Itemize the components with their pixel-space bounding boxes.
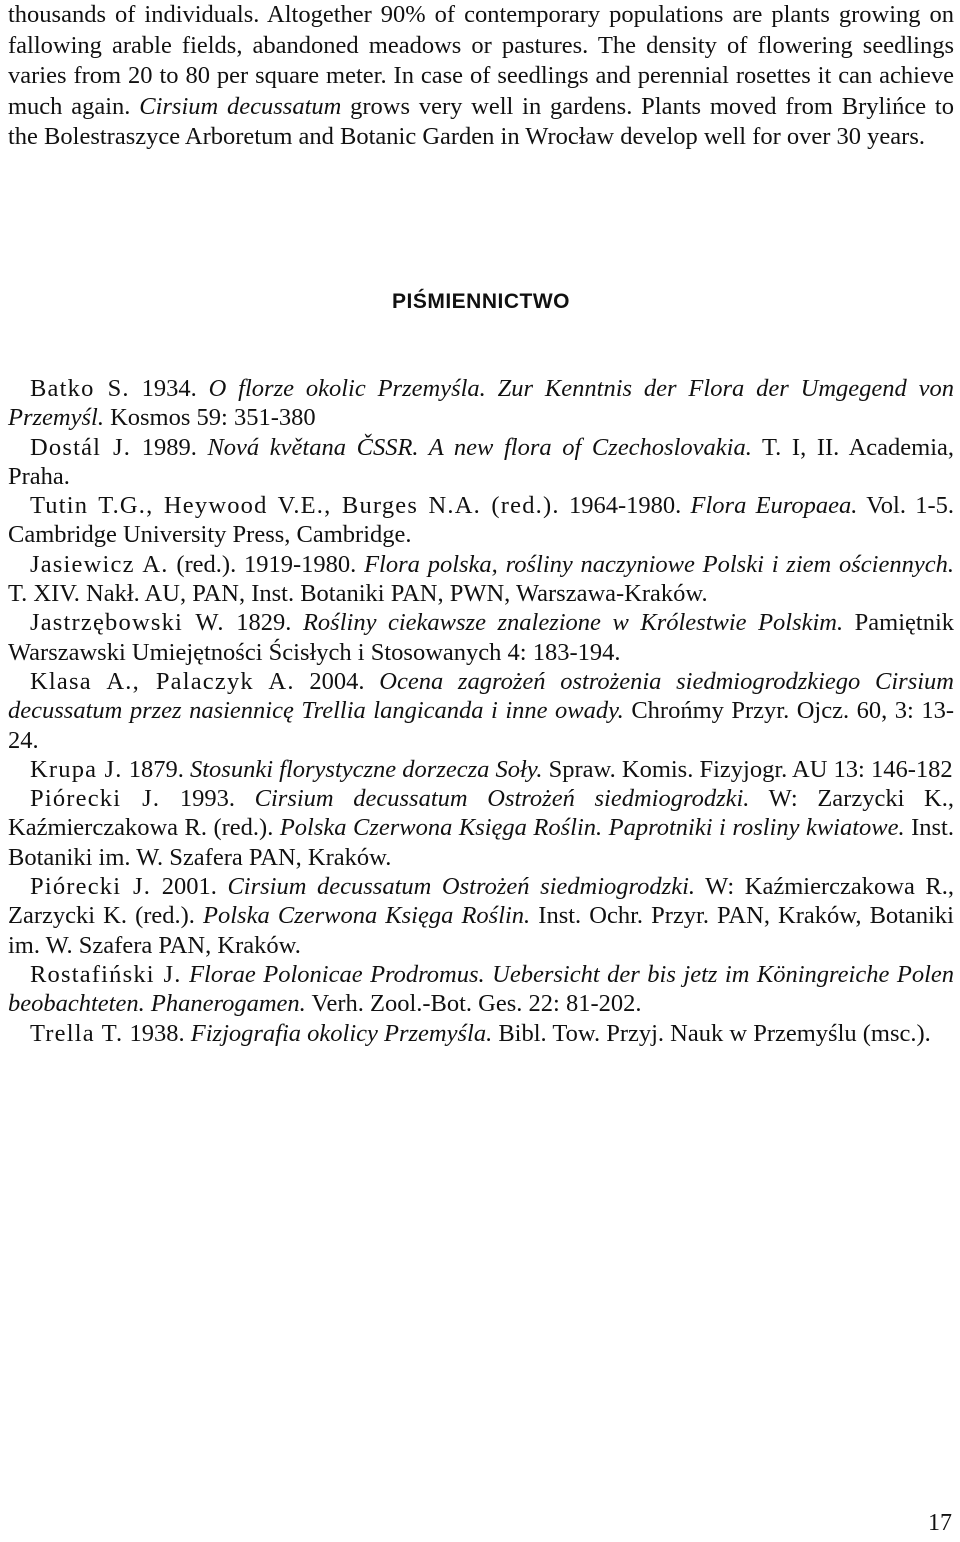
text-segment: W: Kaźmierczakowa R., Zarzycki K. (red.).: [8, 873, 955, 930]
document-page: [8, 0, 955, 1047]
reference-entry: [8, 1019, 954, 1048]
page-number: 17: [928, 1510, 952, 1536]
reference-entry: [8, 433, 954, 492]
text-segment: Kosmos 59: 351-380: [103, 404, 316, 432]
italic-title: Fizjografia okolicy Przemyśla.: [190, 1019, 493, 1047]
text-segment: 1934.: [129, 375, 209, 402]
text-segment: T. I, II. Academia, Praha.: [8, 433, 954, 490]
reference-author: Klasa A., Palaczyk A.: [30, 667, 295, 695]
reference-author: Piórecki J.: [30, 873, 152, 901]
text-segment: Verh. Zool.-Bot. Ges. 22: 81-202.: [305, 990, 642, 1018]
reference-entry: [8, 755, 954, 784]
reference-entry: [8, 550, 954, 609]
text-segment: [182, 961, 190, 988]
reference-author: Jasiewicz A.: [30, 550, 169, 578]
text-segment: 2004.: [294, 667, 380, 695]
text-segment: grows very well in gardens. Plants moved from Brylińce to the Bolestraszyce Arboretum and Botanic Garden in Wrocław develop well for over 30 years.: [8, 92, 954, 150]
italic-title: Flora Europaea.: [690, 492, 858, 520]
reference-author: Rostafiński J.: [30, 960, 182, 988]
italic-title: Cirsium decussatum: [139, 92, 342, 120]
reference-author: Jastrzębowski W.: [30, 609, 225, 637]
reference-entry: [8, 872, 954, 960]
intro-paragraph: [8, 0, 954, 153]
reference-entry: [8, 960, 954, 1019]
text-segment: 1993.: [160, 785, 255, 813]
italic-title: Polska Czerwona Księga Roślin.: [203, 902, 531, 930]
reference-author: Dostál J.: [30, 433, 132, 461]
text-segment: Pamiętnik Warszawski Umiejętności Ścisłych i Stosowanych 4: 183-194.: [8, 609, 955, 666]
text-segment: T. XIV. Nakł. AU, PAN, Inst. Botaniki PAN, PWN, Warszawa-Kraków.: [8, 580, 708, 608]
italic-title: Nová květana ČSSR. A new flora of Czechoslovakia.: [207, 433, 752, 461]
italic-title: Cirsium decussatum Ostrożeń siedmiogrodzki.: [254, 785, 750, 813]
text-segment: W: Zarzycki K., Kaźmierczakowa R. (red.).: [8, 785, 954, 842]
text-segment: 1989.: [131, 433, 208, 461]
reference-author: Piórecki J.: [30, 785, 161, 813]
reference-list: [8, 374, 954, 1048]
text-segment: Bibl. Tow. Przyj. Nauk w Przemyślu (msc.).: [492, 1019, 931, 1047]
reference-entry: [8, 374, 954, 433]
text-segment: 1829.: [224, 609, 303, 637]
reference-author: Trella T.: [30, 1019, 124, 1047]
section-heading: PIŚMIENNICTWO: [392, 290, 570, 313]
reference-author: Batko S.: [30, 375, 130, 402]
italic-title: Rośliny ciekawsze znalezione w Królestwie Polskim.: [302, 609, 844, 637]
text-segment: thousands of individuals. Altogether 90% of contemporary populations are plants growing on fallowing arable fields, abandoned meadows or pastures. The density of flowering seedlings varies from 20 to 80 per square meter. In case of seedlings and perennial rosettes it can achieve much again.: [8, 1, 954, 120]
text-segment: 2001.: [151, 873, 228, 901]
italic-title: Stosunki florystyczne dorzecza Soły.: [190, 755, 543, 783]
text-segment: 1938.: [123, 1019, 191, 1047]
reference-entry: [8, 491, 954, 550]
text-segment: Inst. Ochr. Przyr. PAN, Kraków, Botaniki im. W. Szafera PAN, Kraków.: [8, 902, 954, 959]
text-segment: Inst. Botaniki im. W. Szafera PAN, Kraków.: [8, 814, 954, 871]
italic-title: Florae Polonicae Prodromus. Uebersicht der bis jetz im Köningreiche Polen beobachteten. Phanerogamen.: [8, 960, 955, 1018]
reference-author: Tutin T.G., Heywood V.E., Burges N.A. (red.).: [30, 492, 560, 520]
reference-entry: [8, 784, 954, 872]
italic-title: O florze okolic Przemyśla. Zur Kenntnis der Flora der Umgegend von Przemyśl.: [8, 375, 955, 432]
reference-entry: [8, 608, 954, 667]
text-segment: 1964-1980.: [559, 492, 691, 520]
text-segment: Chrońmy Przyr. Ojcz. 60, 3: 13-24.: [8, 697, 954, 754]
reference-entry: [8, 667, 954, 755]
italic-title: Flora polska, rośliny naczyniowe Polski i ziem ościennych.: [364, 550, 954, 578]
text-segment: (red.). 1919-1980.: [168, 550, 365, 578]
text-segment: Vol. 1-5. Cambridge University Press, Cambridge.: [8, 492, 954, 549]
italic-title: Cirsium decussatum Ostrożeń siedmiogrodzki.: [227, 873, 696, 901]
italic-title: Polska Czerwona Księga Roślin. Paprotniki i rosliny kwiatowe.: [279, 814, 905, 842]
text-segment: 1879.: [122, 755, 190, 783]
text-segment: Spraw. Komis. Fizyjogr. AU 13: 146-182: [542, 755, 953, 783]
italic-title: Ocena zagrożeń ostrożenia siedmiogrodzkiego Cirsium decussatum przez nasiennicę Trellia langicanda i inne owady.: [8, 667, 954, 725]
reference-author: Krupa J.: [30, 755, 123, 783]
